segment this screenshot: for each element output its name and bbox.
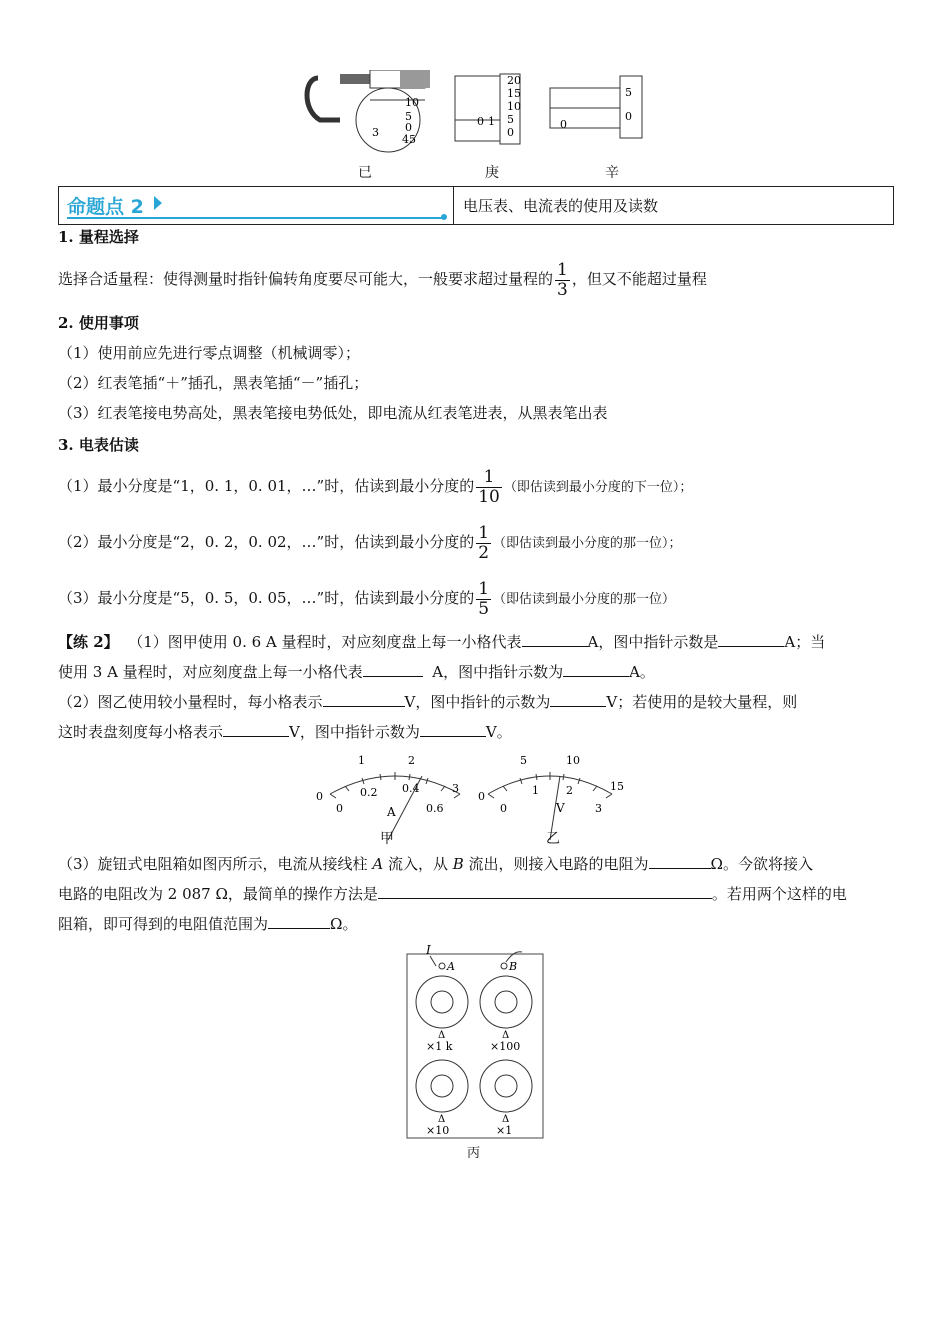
blank-7[interactable] xyxy=(223,720,289,737)
terminal-a xyxy=(439,963,445,969)
s2-heading: 2. 使用事项 xyxy=(58,314,139,332)
caption-xin: 辛 xyxy=(605,165,619,181)
svg-text:15: 15 xyxy=(610,780,624,793)
s2-item-1: （1）使用前应先进行零点调整（机械调零）； xyxy=(58,344,361,362)
svg-text:20: 20 xyxy=(507,74,521,87)
svg-text:0: 0 xyxy=(507,126,514,139)
section-title: 电压表、电流表的使用及读数 xyxy=(463,197,659,215)
s3-item-3: （3）最小分度是“5，0. 5，0. 05，…”时，估读到最小分度的 $\frac{1}{5}$ （即估读到最小分度的那一位） xyxy=(58,578,676,619)
svg-text:0: 0 xyxy=(500,802,507,815)
svg-text:Δ: Δ xyxy=(502,1030,510,1041)
practice-line-5: （3）旋钮式电阻箱如图丙所示，电流从接线柱 A 流入，从 B 流出，则接入电路的电阻为 Ω。今欲将接入 xyxy=(58,852,813,875)
blank-11[interactable] xyxy=(268,912,330,929)
blank-1[interactable] xyxy=(522,630,588,647)
svg-text:I: I xyxy=(426,944,431,957)
s3-item-1: （1）最小分度是“1，0. 1，0. 01，…”时，估读到最小分度的 $\frac{1}{10}$ （即估读到最小分度的下一位）； xyxy=(58,466,693,507)
blank-10[interactable] xyxy=(378,882,712,899)
micrometer-thimble xyxy=(400,70,430,88)
blank-3[interactable] xyxy=(363,660,423,677)
blank-5[interactable] xyxy=(323,690,405,707)
resistor-box-svg xyxy=(404,944,546,1144)
svg-text:×100: ×100 xyxy=(490,1040,521,1053)
meters-svg xyxy=(310,750,640,850)
caption-geng: 庚 xyxy=(485,165,499,181)
svg-text:×1: ×1 xyxy=(496,1124,513,1137)
svg-text:0: 0 xyxy=(625,110,632,123)
blank-4[interactable] xyxy=(563,660,629,677)
svg-text:0: 0 xyxy=(560,118,567,131)
svg-text:1: 1 xyxy=(358,754,365,767)
s2-item-3: （3）红表笔接电势高处，黑表笔接电势低处，即电流从红表笔进表，从黑表笔出表 xyxy=(58,404,608,422)
svg-text:0: 0 xyxy=(336,802,343,815)
meter-figures xyxy=(310,750,640,850)
section-badge-area xyxy=(59,187,454,224)
fraction-one-half: $\frac{1}{2}$ xyxy=(478,522,490,563)
s1-heading: 1. 量程选择 xyxy=(58,228,139,246)
s1-text xyxy=(58,258,707,300)
svg-text:3: 3 xyxy=(372,126,379,139)
knob-x1k xyxy=(416,976,468,1028)
s1-text-after: ，但又不能超过量程 xyxy=(571,270,707,288)
practice-line-3: （2）图乙使用较小量程时，每小格表示 V，图中指针的示数为 V；若使用的是较大量程，则 xyxy=(58,690,797,713)
resistor-box-figure xyxy=(404,944,546,1144)
svg-text:5: 5 xyxy=(507,113,514,126)
svg-text:5: 5 xyxy=(405,110,412,123)
blank-2[interactable] xyxy=(718,630,784,647)
section-badge: 命题点 2 xyxy=(67,196,144,218)
micrometer-frame xyxy=(307,78,340,120)
knob-x100 xyxy=(480,976,532,1028)
svg-text:0.4: 0.4 xyxy=(402,782,420,795)
terminal-b xyxy=(501,963,507,969)
svg-text:1: 1 xyxy=(488,115,495,128)
s2-item-2: （2）红表笔插“＋”插孔，黑表笔插“－”插孔； xyxy=(58,374,369,392)
svg-text:3: 3 xyxy=(595,802,602,815)
svg-text:×10: ×10 xyxy=(426,1124,450,1137)
svg-text:2: 2 xyxy=(566,784,573,797)
badge-underline xyxy=(67,217,445,219)
practice-line-1: 【练 2】 （1）图甲使用 0. 6 A 量程时，对应刻度盘上每一小格代表 A，图中指针示数是 A；当 xyxy=(58,630,825,653)
blank-9[interactable] xyxy=(649,852,711,869)
svg-text:1: 1 xyxy=(532,784,539,797)
svg-text:×1 k: ×1 k xyxy=(426,1040,453,1053)
s1-text-before: 选择合适量程：使得测量时指针偏转角度要尽可能大，一般要求超过量程的 xyxy=(58,270,554,288)
fraction-one-tenth: $\frac{1}{10}$ xyxy=(478,466,500,507)
geng-sleeve xyxy=(455,76,500,141)
svg-text:B: B xyxy=(509,960,518,973)
caption-bing: 丙 xyxy=(467,1146,481,1161)
blank-6[interactable] xyxy=(550,690,606,707)
fraction-one-third: $\frac{1}{3}$ xyxy=(557,259,568,300)
section-header xyxy=(58,186,894,225)
svg-text:45: 45 xyxy=(402,133,416,146)
svg-text:0: 0 xyxy=(478,790,485,803)
svg-text:0: 0 xyxy=(316,790,323,803)
caption-ji: 已 xyxy=(358,165,372,181)
micrometer-spindle xyxy=(340,74,370,84)
svg-text:0: 0 xyxy=(405,121,412,134)
badge-dot-icon xyxy=(441,214,447,220)
caption-jia: 甲 xyxy=(380,831,394,847)
svg-text:Δ: Δ xyxy=(502,1114,510,1125)
svg-text:10: 10 xyxy=(566,754,580,767)
svg-text:A: A xyxy=(387,805,396,819)
svg-text:2: 2 xyxy=(408,754,415,767)
svg-text:Δ: Δ xyxy=(438,1114,446,1125)
knob-x10 xyxy=(416,1060,468,1112)
svg-text:10: 10 xyxy=(405,96,419,109)
svg-text:Δ: Δ xyxy=(438,1030,446,1041)
practice-line-7: 阻箱，即可得到的电阻值范围为 Ω。 xyxy=(58,912,357,935)
practice-line-6: 电路的电阻改为 2 087 Ω，最简单的操作方法是 。若用两个这样的电 xyxy=(58,882,847,905)
svg-text:5: 5 xyxy=(625,86,632,99)
svg-text:0.6: 0.6 xyxy=(426,802,444,815)
s3-item-2: （2）最小分度是“2，0. 2，0. 02，…”时，估读到最小分度的 $\frac{1}{2}$ （即估读到最小分度的那一位）； xyxy=(58,522,682,563)
practice-line-4: 这时表盘刻度每小格表示 V，图中指针示数为 V。 xyxy=(58,720,512,743)
svg-text:15: 15 xyxy=(507,87,521,100)
practice-line-2: 使用 3 A 量程时，对应刻度盘上每一小格代表 A，图中指针示数为 A。 xyxy=(58,660,655,683)
svg-text:5: 5 xyxy=(520,754,527,767)
svg-text:A: A xyxy=(447,960,455,973)
knob-x1 xyxy=(480,1060,532,1112)
fraction-one-fifth: $\frac{1}{5}$ xyxy=(478,578,490,619)
badge-arrow-icon xyxy=(154,196,162,210)
svg-text:0.2: 0.2 xyxy=(360,786,378,799)
caption-yi: 乙 xyxy=(546,831,560,847)
svg-text:V: V xyxy=(556,801,565,815)
s3-heading: 3. 电表估读 xyxy=(58,436,139,454)
svg-text:10: 10 xyxy=(507,100,521,113)
svg-text:3: 3 xyxy=(452,782,459,795)
blank-8[interactable] xyxy=(420,720,486,737)
svg-text:0: 0 xyxy=(477,115,484,128)
